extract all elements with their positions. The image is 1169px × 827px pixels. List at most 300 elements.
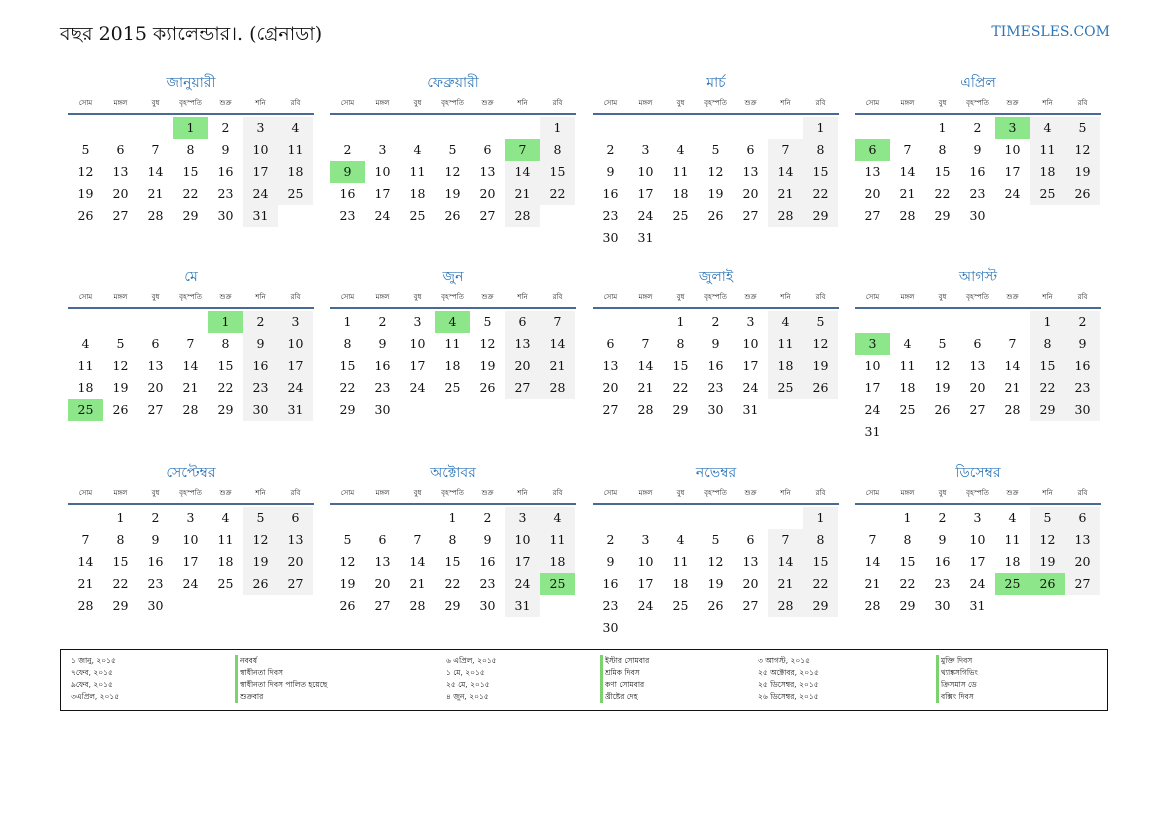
weekday-label: সোম [603,489,618,497]
day-cell: 19 [803,355,838,377]
empty-cell [890,117,925,139]
weekday-label: সোম [78,293,93,301]
day-cell: 5 [483,314,492,329]
weekday-label: শনি [780,293,791,301]
weekday-label: শনি [517,293,528,301]
day-cell: 3 [378,142,387,157]
day-cell: 24 [1004,186,1021,201]
empty-cell [365,507,400,529]
weekday-label: বুধ [151,293,160,301]
day-cell: 2 [151,510,160,525]
weekday-label: বৃহস্পতি [966,489,989,497]
weekday-label: শনি [517,489,528,497]
day-cell: 28 [409,598,426,613]
month-name: আগস্ট [958,269,998,285]
week-row [330,139,576,161]
legend-holiday-name: স্বাধীনতা দিবস পালিত হয়েছে [235,679,327,691]
day-cell: 13 [742,164,759,179]
day-cell: 3 [641,532,650,547]
day-cell: 19 [77,186,94,201]
empty-cell [628,507,663,529]
week-row [68,573,314,595]
day-cell: 28 [182,402,199,417]
day-cell: 28 [540,377,575,399]
week-row [593,333,839,355]
header-rule [593,113,839,115]
weekday-label: বৃহস্পতি [179,99,202,107]
month-block [330,462,576,617]
weekday-label: শনি [780,99,791,107]
empty-cell [925,311,960,333]
day-cell: 13 [969,358,986,373]
day-cell: 24 [278,377,313,399]
holiday-day-cell: 1 [173,117,208,139]
week-row [68,355,314,377]
day-cell: 14 [1004,358,1021,373]
empty-cell [768,507,803,529]
week-row [68,311,314,333]
day-cell: 24 [243,183,278,205]
week-row [855,421,1101,443]
day-cell: 23 [339,208,356,223]
day-cell: 26 [243,573,278,595]
weekday-label: শুক্র [219,99,232,107]
day-cell: 17 [637,576,654,591]
day-cell: 14 [864,554,881,569]
day-cell: 22 [803,183,838,205]
day-cell: 19 [112,380,129,395]
day-cell: 5 [711,142,720,157]
day-cell: 5 [1065,117,1100,139]
day-cell: 29 [112,598,129,613]
weekday-label: সোম [865,293,880,301]
weekday-label: শনি [255,489,266,497]
day-cell: 18 [768,355,803,377]
legend-date: ৭ফেব, ২০১৫ [71,668,113,677]
week-row [855,595,1101,617]
day-cell: 30 [217,208,234,223]
month-name: এপ্রিল [960,75,996,91]
day-cell: 30 [602,620,619,635]
day-cell: 15 [803,551,838,573]
day-cell: 21 [768,183,803,205]
day-cell: 23 [243,377,278,399]
empty-cell [505,117,540,139]
day-cell: 19 [1065,161,1100,183]
day-cell: 7 [868,532,877,547]
day-cell: 18 [409,186,426,201]
day-cell: 8 [221,336,230,351]
day-cell: 18 [672,186,689,201]
day-cell: 21 [77,576,94,591]
weekday-label: রবি [815,489,826,497]
day-cell: 16 [147,554,164,569]
day-cell: 30 [479,598,496,613]
day-cell: 30 [707,402,724,417]
weekday-label: বুধ [413,489,422,497]
weekday-label: রবি [815,99,826,107]
weekday-label: মঙ্গল [900,99,915,107]
day-cell: 15 [1030,355,1065,377]
day-cell: 7 [1008,336,1017,351]
weekday-label: বুধ [938,99,947,107]
week-row [593,227,839,249]
day-cell: 8 [448,532,457,547]
day-cell: 4 [540,507,575,529]
day-cell: 22 [540,183,575,205]
day-cell: 28 [768,205,803,227]
day-cell: 28 [147,208,164,223]
day-cell: 7 [413,532,422,547]
week-row [593,161,839,183]
week-row [593,529,839,551]
day-cell: 18 [278,161,313,183]
day-cell: 13 [742,554,759,569]
month-block [593,462,839,639]
day-cell: 22 [803,573,838,595]
empty-cell [330,507,365,529]
day-cell: 26 [112,402,129,417]
week-row [855,507,1101,529]
day-cell: 9 [606,554,615,569]
day-cell: 21 [864,576,881,591]
legend-holiday-name: মুক্তি দিবস [936,655,972,667]
day-cell: 9 [606,164,615,179]
month-name: ডিসেম্বর [955,465,1001,481]
day-cell: 27 [742,598,759,613]
day-cell: 2 [711,314,720,329]
week-row [68,161,314,183]
weekday-label: বৃহস্পতি [441,489,464,497]
empty-cell [890,311,925,333]
month-block [68,462,314,617]
day-cell: 25 [409,208,426,223]
day-cell: 31 [969,598,986,613]
week-row [593,117,839,139]
day-cell: 15 [217,358,234,373]
day-cell: 1 [343,314,352,329]
week-row [855,551,1101,573]
day-cell: 21 [899,186,916,201]
weekday-label: শুক্র [1006,489,1019,497]
weekday-label: সোম [78,99,93,107]
holiday-day-cell: 25 [995,573,1030,595]
weekday-label: মঙ্গল [375,489,390,497]
day-cell: 1 [116,510,125,525]
day-cell: 20 [864,186,881,201]
day-cell: 20 [742,576,759,591]
site-link[interactable]: TIMESLES.COM [991,24,1110,40]
day-cell: 3 [973,510,982,525]
weekday-label: রবি [552,293,563,301]
weekday-label: সোম [340,293,355,301]
day-cell: 27 [742,208,759,223]
day-cell: 1 [803,117,838,139]
day-cell: 16 [217,164,234,179]
day-cell: 27 [602,402,619,417]
day-cell: 1 [676,314,685,329]
week-row [330,529,576,551]
day-cell: 22 [899,576,916,591]
day-cell: 4 [1008,510,1017,525]
legend-date: ২৬ ডিসেম্বর, ২০১৫ [758,692,819,701]
weekday-label: বৃহস্পতি [966,99,989,107]
empty-cell [628,311,663,333]
weekday-label: বুধ [938,293,947,301]
week-row [68,139,314,161]
legend-date: ১ মে, ২০১৫ [446,668,485,677]
weekday-label: বৃহস্পতি [441,293,464,301]
week-row [855,573,1101,595]
day-cell: 4 [903,336,912,351]
month-name: ফেব্রুয়ারী [427,75,479,91]
weekday-header [330,484,576,503]
weekday-label: রবি [552,99,563,107]
day-cell: 8 [803,139,838,161]
day-cell: 25 [672,598,689,613]
weekday-label: শুক্র [481,489,494,497]
week-row [593,311,839,333]
header-rule [330,503,576,505]
day-cell: 12 [934,358,951,373]
day-cell: 17 [374,186,391,201]
weekday-label: বৃহস্পতি [441,99,464,107]
day-cell: 19 [339,576,356,591]
day-cell: 5 [343,532,352,547]
day-cell: 21 [182,380,199,395]
week-row [593,205,839,227]
day-cell: 22 [339,380,356,395]
weekday-label: রবি [1077,489,1088,497]
day-cell: 13 [147,358,164,373]
week-row [68,507,314,529]
week-row [68,377,314,399]
week-row [330,355,576,377]
day-cell: 29 [803,595,838,617]
legend-holiday-name: ইস্টার সোমবার [600,655,649,667]
week-row [593,399,839,421]
day-cell: 28 [637,402,654,417]
day-cell: 11 [899,358,916,373]
day-cell: 29 [803,205,838,227]
day-cell: 16 [602,186,619,201]
weekday-header [68,484,314,503]
day-cell: 23 [374,380,391,395]
day-cell: 3 [243,117,278,139]
day-cell: 13 [1065,529,1100,551]
day-cell: 13 [479,164,496,179]
day-cell: 15 [803,161,838,183]
weekday-label: শুক্র [219,293,232,301]
week-row [593,355,839,377]
day-cell: 20 [742,186,759,201]
day-cell: 5 [448,142,457,157]
day-cell: 3 [278,311,313,333]
week-row [593,551,839,573]
day-cell: 17 [243,161,278,183]
weekday-label: সোম [865,489,880,497]
day-cell: 30 [1065,399,1100,421]
week-row [330,551,576,573]
day-cell: 5 [1030,507,1065,529]
weekday-header [855,94,1101,113]
day-cell: 21 [505,183,540,205]
empty-cell [593,311,628,333]
day-cell: 6 [746,532,755,547]
empty-cell [628,117,663,139]
header-rule [330,307,576,309]
header-rule [68,113,314,115]
day-cell: 10 [637,554,654,569]
week-row [593,595,839,617]
day-cell: 2 [938,510,947,525]
day-cell: 15 [112,554,129,569]
week-row [855,311,1101,333]
day-cell: 4 [413,142,422,157]
day-cell: 4 [221,510,230,525]
day-cell: 6 [746,142,755,157]
day-cell: 18 [1004,554,1021,569]
weekday-label: রবি [815,293,826,301]
day-cell: 6 [278,507,313,529]
legend-date: ২৫ অক্টোবর, ২০১৫ [758,668,819,677]
legend-holiday-name: ক্রিসমাস ডে [936,679,977,691]
day-cell: 7 [768,139,803,161]
empty-cell [855,117,890,139]
day-cell: 22 [182,186,199,201]
day-cell: 10 [243,139,278,161]
day-cell: 26 [1065,183,1100,205]
legend-holiday-name: স্বাধীনতা দিবস [235,667,283,679]
day-cell: 6 [378,532,387,547]
day-cell: 27 [505,377,540,399]
day-cell: 7 [768,529,803,551]
week-row [855,399,1101,421]
empty-cell [103,117,138,139]
day-cell: 21 [409,576,426,591]
day-cell: 2 [243,311,278,333]
weekday-label: শনি [780,489,791,497]
holiday-day-cell: 3 [855,333,890,355]
weekday-label: শুক্র [744,99,757,107]
day-cell: 4 [676,532,685,547]
day-cell: 12 [707,554,724,569]
day-cell: 9 [973,142,982,157]
day-cell: 3 [641,142,650,157]
week-row [855,183,1101,205]
day-cell: 19 [707,186,724,201]
day-cell: 17 [182,554,199,569]
day-cell: 27 [112,208,129,223]
day-cell: 18 [899,380,916,395]
day-cell: 26 [934,402,951,417]
page-title: বছর 2015 ক্যালেন্ডার।. (গ্রেনাডা) [60,23,323,45]
day-cell: 14 [182,358,199,373]
week-row [330,311,576,333]
day-cell: 10 [1004,142,1021,157]
day-cell: 23 [602,598,619,613]
header-rule [855,307,1101,309]
day-cell: 5 [81,142,90,157]
week-row [593,573,839,595]
week-row [855,161,1101,183]
day-cell: 11 [444,336,461,351]
empty-cell [68,507,103,529]
day-cell: 24 [864,402,881,417]
day-cell: 9 [378,336,387,351]
header-rule [330,113,576,115]
week-row [855,205,1101,227]
day-cell: 1 [903,510,912,525]
day-cell: 24 [374,208,391,223]
month-name: অক্টোবর [430,465,476,481]
day-cell: 1 [448,510,457,525]
holiday-day-cell: 25 [540,573,575,595]
day-cell: 20 [969,380,986,395]
week-row [330,161,576,183]
day-cell: 23 [479,576,496,591]
day-cell: 11 [217,532,234,547]
day-cell: 9 [151,532,160,547]
day-cell: 24 [969,576,986,591]
day-cell: 1 [938,120,947,135]
empty-cell [593,117,628,139]
day-cell: 19 [934,380,951,395]
day-cell: 31 [864,424,881,439]
weekday-label: শুক্র [481,99,494,107]
weekday-label: রবি [290,99,301,107]
legend-holiday-name: থ্যাঙ্কসগিভিং [936,667,978,679]
month-block [855,72,1101,227]
day-cell: 15 [672,358,689,373]
week-row [330,507,576,529]
day-cell: 14 [768,161,803,183]
day-cell: 14 [540,333,575,355]
day-cell: 5 [116,336,125,351]
day-cell: 15 [339,358,356,373]
day-cell: 31 [505,595,540,617]
legend-holiday-name: শুক্রবার [235,691,263,703]
day-cell: 10 [505,529,540,551]
day-cell: 18 [672,576,689,591]
day-cell: 9 [711,336,720,351]
day-cell: 15 [899,554,916,569]
week-row [593,139,839,161]
month-name: নভেম্বর [695,465,737,481]
day-cell: 12 [707,164,724,179]
week-row [68,399,314,421]
month-block [330,266,576,421]
day-cell: 5 [243,507,278,529]
day-cell: 29 [934,208,951,223]
day-cell: 20 [112,186,129,201]
day-cell: 22 [217,380,234,395]
header-rule [593,503,839,505]
day-cell: 4 [676,142,685,157]
weekday-label: শুক্র [481,293,494,301]
day-cell: 26 [77,208,94,223]
day-cell: 20 [374,576,391,591]
weekday-label: শনি [1042,99,1053,107]
day-cell: 19 [479,358,496,373]
day-cell: 21 [147,186,164,201]
day-cell: 17 [278,355,313,377]
day-cell: 29 [339,402,356,417]
day-cell: 14 [768,551,803,573]
day-cell: 23 [147,576,164,591]
legend-date: ৯ফেব, ২০১৫ [71,680,113,689]
day-cell: 26 [479,380,496,395]
